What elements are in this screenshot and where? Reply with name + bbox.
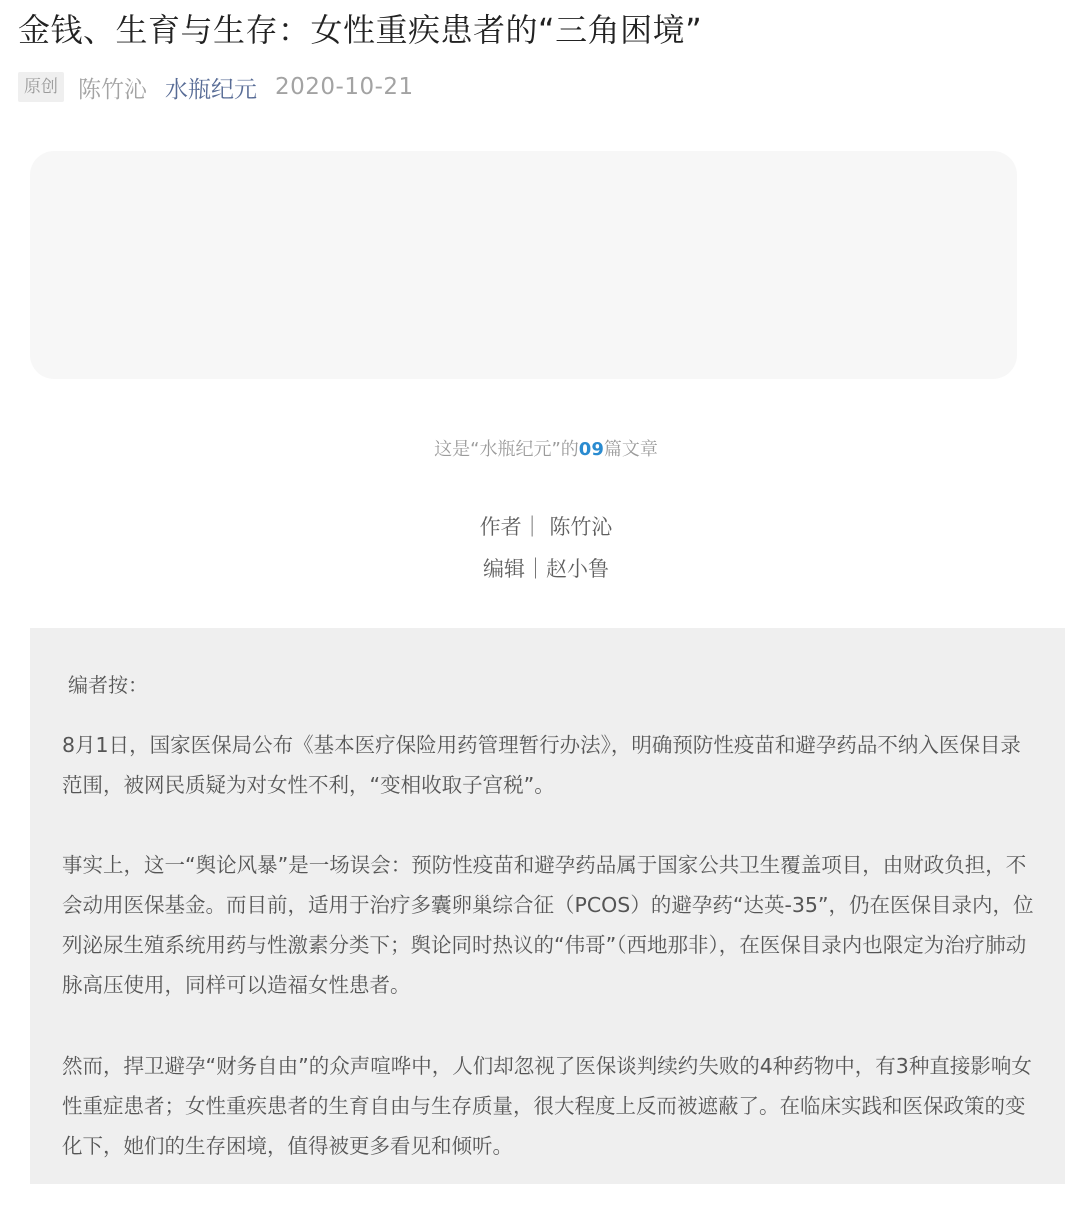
series-number: 09 — [578, 439, 604, 460]
publish-date: 2020-10-21 — [275, 74, 414, 100]
image-placeholder — [30, 151, 1017, 379]
series-suffix: 篇文章 — [603, 439, 658, 460]
editor-note-paragraph: 8月1日，国家医保局公布《基本医疗保险用药管理暂行办法》，明确预防性疫苗和避孕药品不纳入医保目录范围，被网民质疑为对女性不利，“变相收取子宫税”。 — [62, 733, 1021, 797]
article-meta — [18, 70, 414, 104]
editor-note-box — [30, 628, 1065, 1184]
author-name: 陈竹沁 — [78, 76, 147, 103]
editor-credit: 编辑｜赵小鲁 — [483, 557, 609, 581]
article-title: 金钱、生育与生存：女性重疾患者的“三角困境” — [18, 11, 703, 49]
editor-note-label: 编者按： — [68, 673, 148, 697]
author-credit: 作者｜ 陈竹沁 — [479, 515, 613, 539]
series-info — [0, 436, 1092, 464]
account-name-link[interactable]: 水瓶纪元 — [165, 76, 257, 103]
series-prefix: 这是“水瓶纪元”的 — [434, 439, 579, 460]
editor-note-paragraph: 事实上，这一“舆论风暴”是一场误会：预防性疫苗和避孕药品属于国家公共卫生覆盖项目，由财政负担，不会动用医保基金。而目前，适用于治疗多囊卵巢综合征（PCOS）的避孕药“达英-35”，仍在医保目录内，位列泌尿生殖系统用药与性激素分类下；舆论同时热议的“伟哥”（西地那非），在医保目录内也限定为治疗肺动脉高压使用，同样可以造福女性患者。 — [62, 853, 1034, 997]
editor-note-paragraph: 然而，捍卫避孕“财务自由”的众声喧哗中，人们却忽视了医保谈判续约失败的4种药物中，有3种直接影响女性重症患者；女性重疾患者的生育自由与生存质量，很大程度上反而被遮蔽了。在临床实践和医保政策的变化下，她们的生存困境，值得被更多看见和倾听。 — [62, 1054, 1032, 1158]
original-badge: 原创 — [18, 72, 64, 102]
